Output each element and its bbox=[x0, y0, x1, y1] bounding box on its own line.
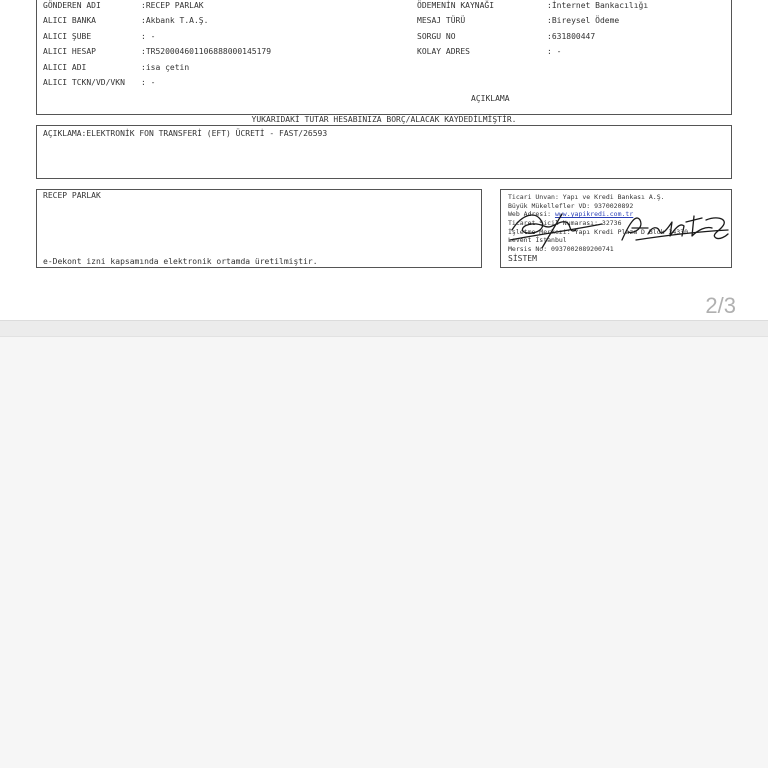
value-message-type: :Bireysel Ödeme bbox=[547, 16, 620, 25]
aciklama-heading: AÇIKLAMA bbox=[471, 94, 510, 103]
bank-trade-name: Ticari Unvan: Yapı ve Kredi Bankası A.Ş. bbox=[508, 193, 665, 201]
label-recipient-name: ALICI ADI bbox=[43, 63, 87, 72]
label-payment-source: ÖDEMENİN KAYNAĞI bbox=[417, 1, 495, 10]
value-query-no: :631800447 bbox=[547, 32, 596, 41]
sender-box bbox=[36, 189, 482, 268]
sender-name: RECEP PARLAK bbox=[43, 191, 101, 200]
bank-hq: İşletme Merkezi: Yapı Kredi Plaza D Blok 34330 bbox=[508, 228, 689, 236]
bank-mersis: Mersis No: 0937002089200741 bbox=[508, 245, 614, 253]
label-sender-name: GÖNDEREN ADI bbox=[43, 1, 101, 10]
value-recipient-account: :TR520004601106888000145179 bbox=[141, 47, 272, 56]
bank-tax-office: Büyük Mükellefler VD: 9370020892 bbox=[508, 202, 634, 210]
value-recipient-tckn: : - bbox=[141, 78, 156, 87]
label-recipient-account: ALICI HESAP bbox=[43, 47, 96, 56]
bank-signer: SİSTEM bbox=[508, 254, 537, 263]
value-recipient-name: :isa çetin bbox=[141, 63, 190, 72]
transfer-details-box bbox=[36, 0, 732, 115]
bank-city: Levent İstanbul bbox=[508, 236, 567, 244]
value-recipient-bank: :Akbank T.A.Ş. bbox=[141, 16, 209, 25]
label-easy-address: KOLAY ADRES bbox=[417, 47, 470, 56]
handwritten-signature bbox=[502, 200, 732, 250]
value-sender-name: :RECEP PARLAK bbox=[141, 1, 204, 10]
label-recipient-branch: ALICI ŞUBE bbox=[43, 32, 92, 41]
bank-web-link[interactable]: www.yapikredi.com.tr bbox=[554, 210, 634, 218]
description-text: AÇIKLAMA:ELEKTRONİK FON TRANSFERİ (EFT) ÜCRETİ - FAST/26593 bbox=[43, 129, 328, 138]
label-message-type: MESAJ TÜRÜ bbox=[417, 16, 466, 25]
label-recipient-tckn: ALICI TCKN/VD/VKN bbox=[43, 78, 125, 87]
description-box bbox=[36, 125, 732, 179]
page-separator bbox=[0, 320, 768, 337]
label-query-no: SORGU NO bbox=[417, 32, 456, 41]
debit-credit-notice: YUKARIDAKİ TUTAR HESABINIZA BORÇ/ALACAK KAYDEDİLMİŞTİR. bbox=[251, 115, 517, 124]
value-payment-source: :İnternet Bankacılığı bbox=[547, 1, 649, 10]
bank-web-label: Web Adresi: bbox=[508, 210, 555, 218]
bank-trade-registry: Ticaret Sicil Numarası: 32736 bbox=[508, 219, 622, 227]
value-recipient-branch: : - bbox=[141, 32, 156, 41]
value-easy-address: : - bbox=[547, 47, 562, 56]
receipt-page bbox=[0, 0, 768, 320]
page-counter: 2/3 bbox=[705, 293, 736, 318]
label-recipient-bank: ALICI BANKA bbox=[43, 16, 96, 25]
e-dekont-footer: e-Dekont izni kapsamında elektronik ortamda üretilmiştir. bbox=[43, 257, 318, 266]
